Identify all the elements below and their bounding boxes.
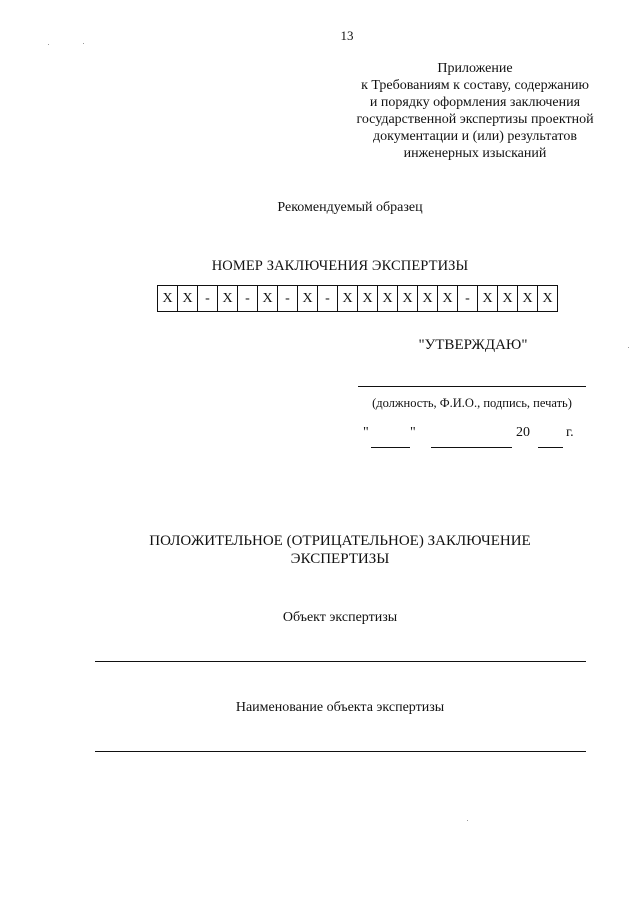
number-cell: X — [177, 285, 198, 312]
number-cell: - — [317, 285, 338, 312]
signature-line — [358, 386, 586, 387]
object-label: Объект экспертизы — [282, 610, 398, 625]
appendix-line: государственной экспертизы проектной — [356, 112, 594, 127]
object-name-line — [95, 751, 586, 752]
scan-speck — [48, 44, 49, 45]
object-line — [95, 661, 586, 662]
appendix-line: документации и (или) результатов — [373, 129, 577, 144]
scan-speck — [467, 820, 468, 821]
date-century: 20 — [516, 425, 530, 440]
number-cell: X — [357, 285, 378, 312]
appendix-line: Приложение — [437, 61, 513, 76]
recommended-sample-label: Рекомендуемый образец — [277, 200, 423, 215]
number-cell: X — [377, 285, 398, 312]
number-cell: X — [257, 285, 278, 312]
date-month-line — [431, 447, 512, 448]
page-number: 13 — [340, 28, 354, 43]
date-quote-close: " — [410, 425, 416, 440]
conclusion-title-line: ПОЛОЖИТЕЛЬНОЕ (ОТРИЦАТЕЛЬНОЕ) ЗАКЛЮЧЕНИЕ — [149, 533, 531, 549]
date-quote-open: " — [363, 425, 369, 440]
number-cell: X — [397, 285, 418, 312]
number-cell: X — [337, 285, 358, 312]
scan-speck — [83, 43, 84, 44]
appendix-line: к Требованиям к составу, содержанию — [361, 78, 589, 93]
number-cell: - — [237, 285, 258, 312]
number-cell: X — [537, 285, 558, 312]
appendix-line: инженерных изысканий — [403, 146, 547, 161]
date-year-line — [538, 447, 563, 448]
number-cell: X — [297, 285, 318, 312]
number-cell: - — [457, 285, 478, 312]
number-cell: X — [437, 285, 458, 312]
number-cell: X — [157, 285, 178, 312]
number-cell: X — [417, 285, 438, 312]
scan-speck — [628, 347, 629, 348]
conclusion-number-title: НОМЕР ЗАКЛЮЧЕНИЯ ЭКСПЕРТИЗЫ — [211, 258, 469, 274]
conclusion-title-line: ЭКСПЕРТИЗЫ — [290, 551, 390, 567]
signature-caption: (должность, Ф.И.О., подпись, печать) — [372, 396, 572, 410]
object-name-label: Наименование объекта экспертизы — [235, 700, 445, 715]
conclusion-number-grid — [157, 285, 558, 312]
number-cell: - — [197, 285, 218, 312]
number-cell: - — [277, 285, 298, 312]
number-cell: X — [517, 285, 538, 312]
date-day-line — [371, 447, 410, 448]
appendix-line: и порядку оформления заключения — [369, 95, 581, 110]
number-cell: X — [217, 285, 238, 312]
appendix-header — [330, 60, 620, 162]
number-cell: X — [477, 285, 498, 312]
approve-label: "УТВЕРЖДАЮ" — [418, 337, 528, 353]
date-year-suffix: г. — [566, 425, 574, 440]
number-cell: X — [497, 285, 518, 312]
conclusion-title — [0, 532, 640, 568]
